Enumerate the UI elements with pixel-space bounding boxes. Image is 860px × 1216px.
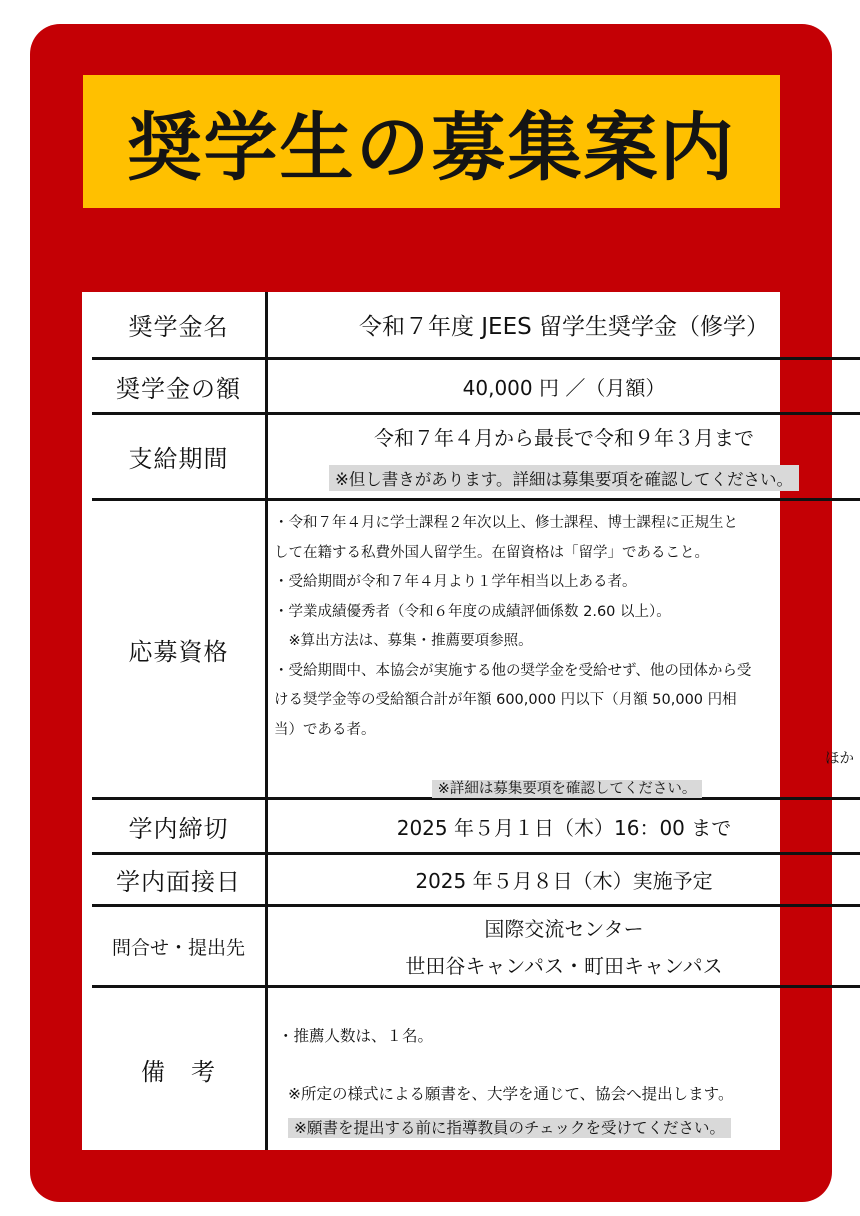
qualification-line: ・受給期間が令和７年４月より１学年相当以上ある者。	[274, 574, 637, 590]
period-note: ※但し書きがあります。詳細は募集要項を確認してください。	[329, 465, 799, 491]
contact-office: 国際交流センター	[484, 917, 644, 941]
qualification-line: ・受給期間中、本協会が実施する他の奨学金を受給せず、他の団体から受	[274, 662, 752, 679]
row-deadline	[92, 800, 860, 855]
label-remarks: 備 考	[92, 988, 268, 1150]
label-period: 支給期間	[92, 415, 268, 498]
contact-campuses: 世田谷キャンパス・町田キャンパス	[405, 954, 723, 978]
page-title: 奨学生の募集案内	[127, 104, 736, 191]
remarks-application: ※所定の様式による願書を、大学を通じて、協会へ提出します。	[288, 1085, 734, 1103]
info-table	[82, 292, 854, 1150]
qualification-line: ける奨学金等の受給額合計が年額 600,000 円以下（月額 50,000 円相	[274, 692, 737, 708]
contact-cell	[268, 907, 860, 985]
qualification-line: 当）である者。	[274, 721, 376, 738]
remarks-count: ・推薦人数は、１名。	[278, 1027, 434, 1045]
row-interview	[92, 855, 860, 907]
qualifications-etc: ほか	[825, 751, 854, 767]
label-qualifications: 応募資格	[92, 501, 268, 797]
value-period: 令和７年４月から最長で令和９年３月まで	[374, 426, 754, 450]
period-cell	[268, 415, 860, 498]
qualification-line: ※算出方法は、募集・推薦要項参照。	[274, 633, 533, 649]
row-period	[92, 415, 860, 501]
label-amount: 奨学金の額	[92, 360, 268, 412]
remarks-cell	[268, 988, 860, 1150]
row-remarks	[92, 988, 860, 1150]
value-amount: 40,000 円 ／（月額）	[462, 375, 666, 400]
row-qualifications	[92, 501, 860, 800]
value-scholarship-name: 令和７年度 JEES 留学生奨学金（修学）	[358, 314, 770, 340]
qualification-line: ・令和７年４月に学士課程２年次以上、修士課程、博士課程に正規生と	[274, 515, 738, 531]
label-deadline: 学内締切	[92, 800, 268, 852]
remarks-advisor-check: ※願書を提出する前に指導教員のチェックを受けてください。	[288, 1118, 731, 1138]
row-amount	[92, 360, 860, 415]
value-deadline: 2025 年５月１日（木）16：00 まで	[396, 815, 732, 840]
title-banner	[83, 75, 780, 208]
qualification-line: して在籍する私費外国人留学生。在留資格は「留学」であること。	[274, 544, 709, 561]
qualifications-cell	[268, 501, 860, 797]
label-contact: 問合せ・提出先	[92, 907, 268, 985]
row-contact	[92, 907, 860, 988]
value-interview: 2025 年５月８日（木）実施予定	[415, 869, 713, 893]
qualification-line: ・学業成績優秀者（令和６年度の成績評価係数 2.60 以上）。	[274, 603, 671, 620]
label-interview: 学内面接日	[92, 855, 268, 904]
qualifications-note: ※詳細は募集要項を確認してください。	[432, 780, 703, 798]
row-scholarship-name	[92, 292, 860, 360]
label-scholarship-name: 奨学金名	[92, 292, 268, 357]
